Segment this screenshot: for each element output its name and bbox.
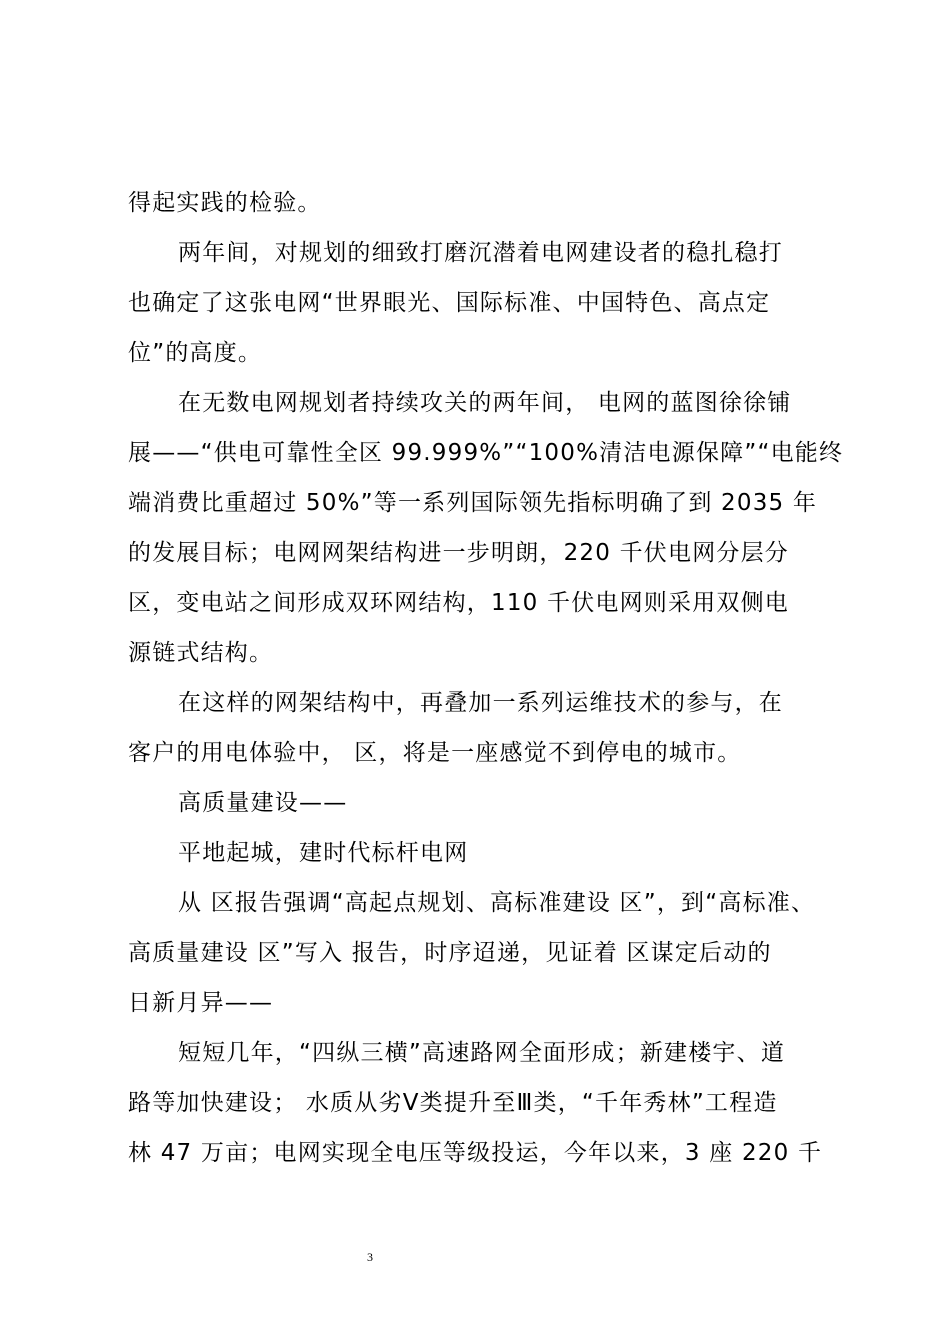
section-heading: 高质量建设—— xyxy=(178,790,348,816)
text-line: 路等加快建设； 水质从劣Ⅴ类提升至Ⅲ类，“千年秀林”工程造 xyxy=(128,1090,778,1116)
text-line: 区，变电站之间形成双环网结构，110 千伏电网则采用双侧电 xyxy=(128,590,790,616)
text-line: 展——“供电可靠性全区 99.999%”“100%清洁电源保障”“电能终 xyxy=(128,440,844,466)
text-line: 得起实践的检验。 xyxy=(128,190,322,216)
text-line: 客户的用电体验中， 区，将是一座感觉不到停电的城市。 xyxy=(128,740,742,766)
text-line: 端消费比重超过 50%”等一系列国际领先指标明确了到 2035 年 xyxy=(128,490,818,516)
text-line: 也确定了这张电网“世界眼光、国际标准、中国特色、高点定 xyxy=(128,290,771,316)
text-line: 两年间，对规划的细致打磨沉潜着电网建设者的稳扎稳打 xyxy=(178,240,783,266)
section-subheading: 平地起城，建时代标杆电网 xyxy=(178,840,469,866)
text-line: 从 区报告强调“高起点规划、高标准建设 区”，到“高标准、 xyxy=(178,890,816,916)
text-line: 位”的高度。 xyxy=(128,340,263,366)
text-line: 日新月异—— xyxy=(128,990,274,1016)
text-line: 林 47 万亩；电网实现全电压等级投运，今年以来，3 座 220 千 xyxy=(128,1140,823,1166)
text-line: 的发展目标；电网网架结构进一步明朗，220 千伏电网分层分 xyxy=(128,540,790,566)
text-line: 短短几年，“四纵三横”高速路网全面形成；新建楼宇、道 xyxy=(178,1040,786,1066)
page-number: 3 xyxy=(367,1250,373,1264)
text-line: 源链式结构。 xyxy=(128,640,274,666)
text-line: 高质量建设 区”写入 报告，时序迢递，见证着 区谋定后动的 xyxy=(128,940,772,966)
text-line: 在无数电网规划者持续攻关的两年间， 电网的蓝图徐徐铺 xyxy=(178,390,792,416)
text-line: 在这样的网架结构中，再叠加一系列运维技术的参与，在 xyxy=(178,690,783,716)
